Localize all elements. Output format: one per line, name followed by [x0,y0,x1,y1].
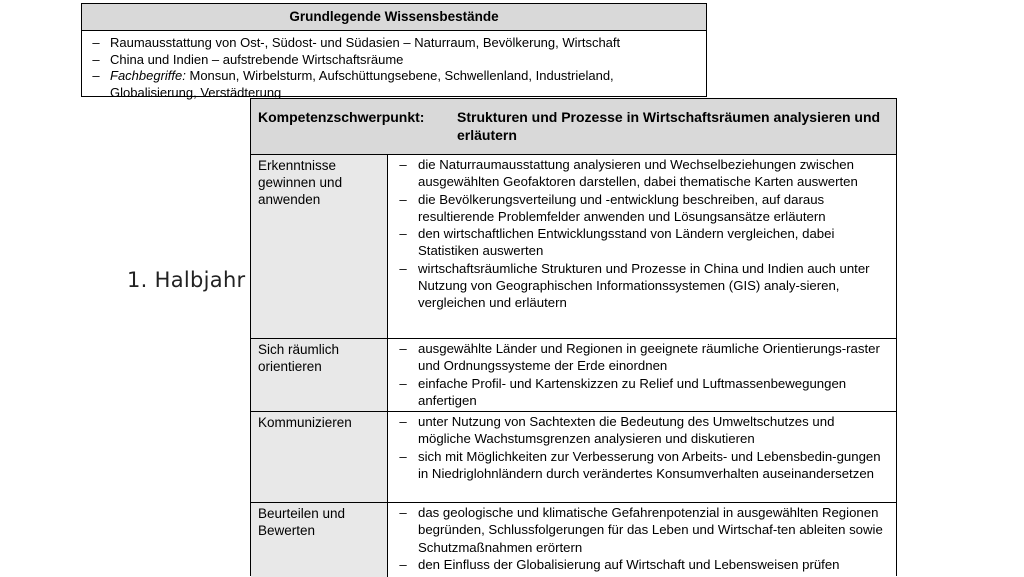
bullet-dash: – [92,51,100,67]
competence-row-erkenntnisse [251,155,896,339]
competence-header-label: Kompetenzschwerpunkt: [258,109,425,125]
bullet-dash: – [399,448,407,464]
competence-items [388,339,896,411]
bullet-dash: – [399,157,407,172]
bullet-dash: – [399,226,407,242]
competence-item-text: die Bevölkerungsverteilung und -entwicklung beschreiben, auf daraus resultierende Problemfelder anwenden und Lösungsansätze erläutern [418,191,826,224]
competence-item [388,448,896,483]
bullet-dash: – [92,35,100,50]
competence-table [250,98,897,576]
competence-row-kommunizieren [251,412,896,503]
competence-item [388,191,896,226]
competence-item-text: die Naturraumausstattung analysieren und Wechselbeziehungen zwischen ausgewählten Geofaktoren darstellen, dabei thematische Karten auswerten [418,157,858,190]
competence-category: Beurteilen und Bewerten [251,503,388,577]
competence-item [388,556,896,573]
knowledge-list [82,31,706,101]
fachbegriffe-list: Monsun, Wirbelsturm, Aufschüttungsebene, Schwellenland, Industrieland, Globalisierung, Verstädterung [110,68,614,100]
bullet-dash: – [399,341,407,356]
competence-item [388,260,896,312]
knowledge-table [81,3,707,100]
bullet-dash: – [399,556,407,572]
competence-item-text: das geologische und klimatische Gefahrenpotenzial in ausgewählten Regionen begründen, Schlussfolgerungen für das Leben und Wirtschaf-ten ableiten sowie Schutzmaßnahmen erörtern [418,505,883,555]
competence-item-text: ausgewählte Länder und Regionen in geeignete räumliche Orientierungs-raster und Ordnungssysteme der Erde einordnen [418,341,880,374]
competence-category: Sich räumlich orientieren [251,339,388,411]
competence-item [388,375,896,410]
competence-item [388,504,896,556]
competence-row-orientierung [251,339,896,412]
knowledge-item-text: China und Indien – aufstrebende Wirtschaftsräume [110,51,404,67]
knowledge-item [82,68,706,101]
competence-items [388,412,896,502]
semester-label: 1. Halbjahr [127,268,246,292]
competence-category: Erkenntnisse gewinnen und anwenden [251,155,388,338]
knowledge-table-header: Grundlegende Wissensbestände [82,4,706,31]
competence-item [388,340,896,375]
competence-item-text: den Einfluss der Globalisierung auf Wirtschaft und Lebensweisen prüfen [418,556,840,572]
competence-items [388,155,896,338]
competence-item-text: den wirtschaftlichen Entwicklungsstand von Ländern vergleichen, dabei Statistiken auswerten [418,226,835,259]
competence-table-header [251,99,896,155]
competence-item-text: unter Nutzung von Sachtexten die Bedeutung des Umweltschutzes und mögliche Wachstumsgrenzen analysieren und diskutieren [418,414,835,447]
competence-item [388,225,896,260]
knowledge-item [82,52,706,69]
competence-item-text: sich mit Möglichkeiten zur Verbesserung von Arbeits- und Lebensbedin-gungen in Niedriglohnländern durch verändertes Konsumverhalten auseinandersetzen [418,448,881,481]
competence-header-title: Strukturen und Prozesse in Wirtschaftsräumen analysieren und erläutern [457,109,881,143]
bullet-dash: – [399,414,407,429]
competence-items [388,503,896,577]
competence-category: Kommunizieren [251,412,388,502]
competence-item [388,156,896,191]
knowledge-item [82,35,706,52]
competence-row-beurteilen [251,503,896,577]
knowledge-item-text: Raumausstattung von Ost-, Südost- und Südasien – Naturraum, Bevölkerung, Wirtschaft [110,35,621,50]
knowledge-item-text [110,68,706,101]
bullet-dash: – [399,505,407,520]
bullet-dash: – [399,260,407,276]
bullet-dash: – [92,68,100,83]
competence-item-text: einfache Profil- und Kartenskizzen zu Relief und Luftmassenbewegungen anfertigen [418,375,847,408]
competence-item [388,413,896,448]
competence-item-text: wirtschaftsräumliche Strukturen und Prozesse in China und Indien auch unter Nutzung von Geographischen Informationssystemen (GIS) analy-sieren, vergleichen und erläutern [418,260,870,311]
bullet-dash: – [399,191,407,207]
fachbegriffe-prefix: Fachbegriffe: [110,68,186,83]
bullet-dash: – [399,375,407,391]
